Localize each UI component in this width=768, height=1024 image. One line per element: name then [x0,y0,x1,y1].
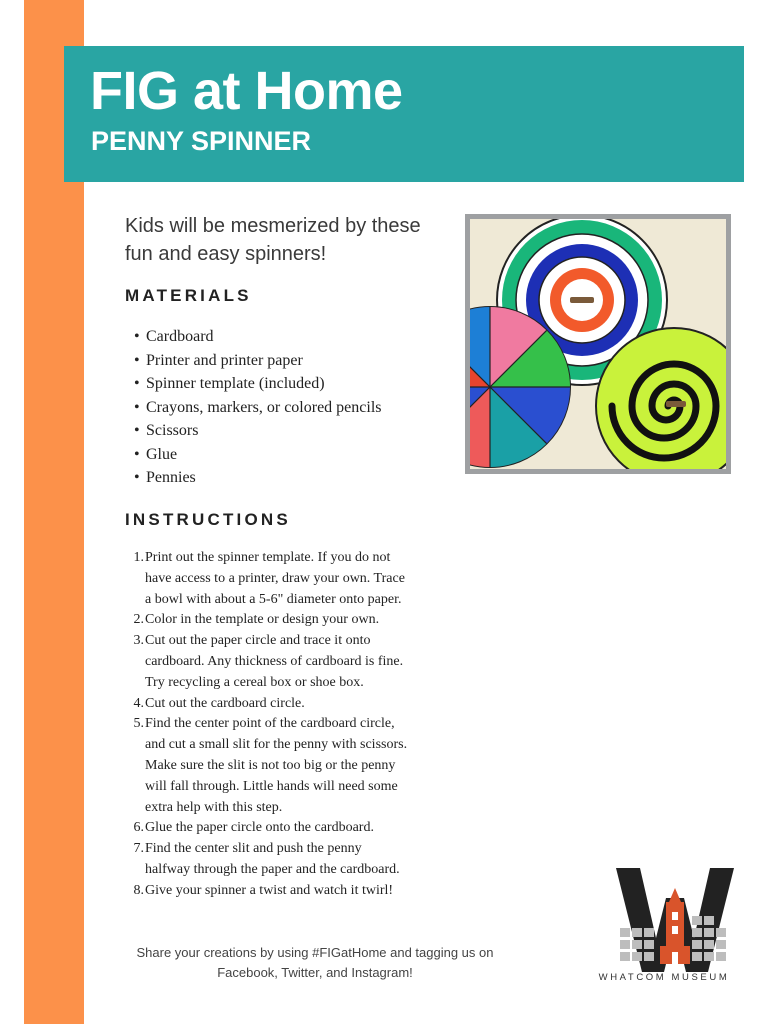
step-number: 1. [133,550,144,565]
header-banner [64,46,744,182]
instruction-step [130,631,460,693]
step-line: Find the center slit and push the penny [145,841,362,857]
step-text [144,631,403,693]
logo-wordmark: WHATCOM MUSEUM [598,972,730,983]
step-line: Cut out the cardboard circle. [145,695,305,711]
whatcom-museum-logo-icon [612,862,738,986]
step-line: Color in the template or design your own. [145,612,380,628]
step-number: 5. [133,716,144,732]
instruction-step [130,610,460,631]
step-line: cardboard. Any thickness of cardboard is fine. [145,653,404,669]
page-subtitle: PENNY SPINNER [91,126,312,156]
spinner-photo-illustration [470,219,726,469]
materials-item: • Scissors [128,419,381,443]
step-line: Print out the spinner template. If you do not [145,550,391,565]
step-number: 2. [133,612,144,628]
step-line: and cut a small slit for the penny with scissors. [145,737,408,753]
page-title: FIG at Home [90,61,403,121]
materials-item: • Spinner template (included) [128,372,381,396]
materials-list [128,325,381,490]
step-line: extra help with this step. [145,799,283,815]
step-line: Give your spinner a twist and watch it twirl! [145,882,394,898]
instructions-list [130,548,460,902]
instruction-step [130,548,460,610]
step-text [144,694,305,715]
intro-text: Kids will be mesmerized by these fun and easy spinners! [125,215,421,265]
step-text [144,714,407,818]
materials-heading: MATERIALS [125,286,252,305]
step-number: 4. [133,695,144,711]
step-line: Find the center point of the cardboard circle, [145,716,395,732]
materials-item: • Pennies [128,466,381,490]
step-line: Try recycling a cereal box or shoe box. [145,674,364,690]
materials-item: • Printer and printer paper [128,349,381,373]
step-line: Cut out the paper circle and trace it onto [145,633,371,649]
step-number: 3. [133,633,144,649]
step-line: have access to a printer, draw your own. Trace [145,570,405,586]
step-number: 8. [133,882,144,898]
step-line: a bowl with about a 5-6" diameter onto paper. [145,591,402,607]
step-text [144,610,379,631]
instruction-step [130,694,460,715]
instruction-step [130,714,460,818]
step-text [144,839,400,881]
step-line: will fall through. Little hands will need some [145,778,398,794]
instruction-step [130,881,460,902]
step-number: 6. [133,820,144,836]
step-line: Make sure the slit is not too big or the penny [145,757,396,773]
share-note: Share your creations by using #FIGatHome and tagging us on Facebook, Twitter, and Instagram! [136,945,494,980]
step-text [144,881,393,902]
spinner-photo [465,214,731,474]
instructions-heading: INSTRUCTIONS [125,510,291,529]
step-line: halfway through the paper and the cardboard. [145,861,400,877]
materials-item: • Crayons, markers, or colored pencils [128,396,381,420]
step-number: 7. [133,841,144,857]
materials-item: • Cardboard [128,325,381,349]
materials-item: • Glue [128,443,381,467]
instruction-step [130,818,460,839]
step-text [144,548,405,610]
step-text [144,818,374,839]
instruction-step [130,839,460,881]
step-line: Glue the paper circle onto the cardboard. [145,820,374,836]
